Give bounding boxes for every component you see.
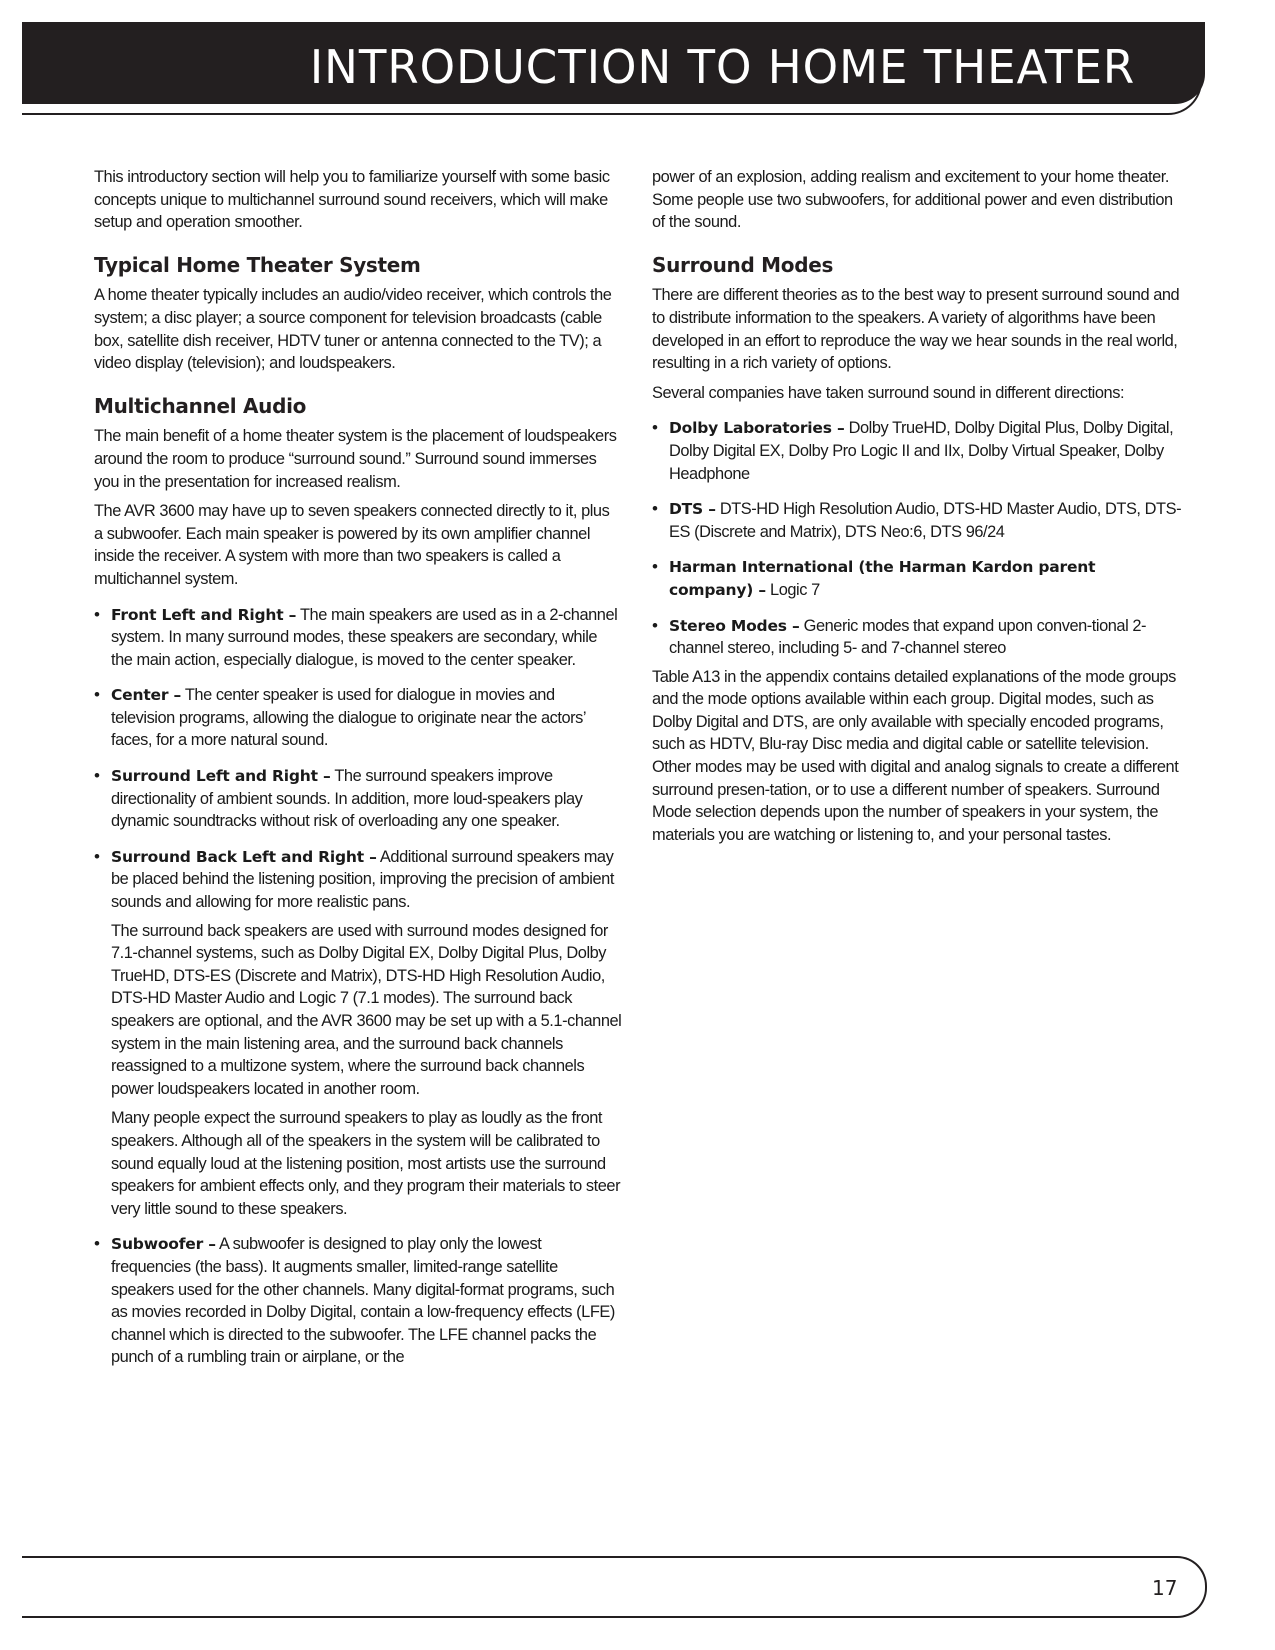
bullet-text: Dolby TrueHD, Dolby Digital Plus, Dolby Digital, Dolby Digital EX, Dolby Pro Logic II and IIx, Dolby Virtual Speaker, Dolby Headphone	[669, 419, 1174, 483]
bullet-text: The surround speakers improve directionality of ambient sounds. In addition, more loud-speakers play dynamic soundtracks without risk of overloading any one speaker.	[111, 767, 583, 831]
footer-outline	[22, 1556, 1207, 1618]
surround-back-paragraph-2: Many people expect the surround speakers to play as loudly as the front speakers. Although all of the speakers in the system will be calibrated to sound equally loud at the listening position, most artists use the surround speakers for ambient effects only, and they program their materials to steer very little sound to these speakers.	[111, 1109, 621, 1218]
list-item	[94, 765, 622, 833]
section-heading-surround-modes: Surround Modes	[652, 252, 834, 277]
list-item	[94, 846, 622, 914]
bullet-term: Surround Back Left and Right –	[111, 847, 377, 866]
list-item	[652, 615, 1182, 660]
bullet-text: DTS-HD High Resolution Audio, DTS-HD Master Audio, DTS, DTS-ES (Discrete and Matrix), DTS Neo:6, DTS 96/24	[669, 500, 1182, 541]
page-title: INTRODUCTION TO HOME THEATER	[309, 40, 1135, 94]
list-item	[94, 1233, 622, 1369]
bullet-text: The main speakers are used as in a 2-channel system. In many surround modes, these speakers are secondary, while the main action, especially dialogue, is moved to the center speaker.	[111, 605, 618, 669]
list-item	[94, 684, 622, 752]
bullet-text: A subwoofer is designed to play only the lowest frequencies (the bass). It augments smaller, limited-range satellite speakers used for the other channels. Many digital-format programs, such as movies recorded in Dolby Digital, contain a low-frequency effects (LFE) channel which is directed to the subwoofer. The LFE channel packs the punch of a rumbling train or airplane, or the	[111, 1235, 615, 1367]
bullet-term: Subwoofer –	[111, 1235, 216, 1254]
bullet-text: Generic modes that expand upon conven-tional 2-channel stereo, including 5- and 7-channel stereo	[669, 616, 1147, 658]
multichannel-paragraph-2: The AVR 3600 may have up to seven speakers connected directly to it, plus a subwoofer. Each main speaker is powered by its own amplifier channel inside the receiver. A system with more than two speakers is called a multichannel system.	[94, 502, 610, 588]
bullet-term: DTS –	[669, 500, 716, 519]
multichannel-paragraph-1: The main benefit of a home theater system is the placement of loudspeakers around the room to produce “surround sound.” Surround sound immerses you in the presentation for increased realism.	[94, 427, 617, 491]
left-column	[94, 166, 622, 1382]
bullet-text: The center speaker is used for dialogue in movies and television programs, allowing the dialogue to originate near the actors’ faces, for a more natural sound.	[111, 686, 586, 750]
bullet-term: Surround Left and Right –	[111, 767, 331, 786]
table-paragraph: Table A13 in the appendix contains detailed explanations of the mode groups and the mode options available within each group. Digital modes, such as Dolby Digital and DTS, are only available with specially encoded programs, such as HDTV, Blu-ray Disc media and digital cable or satellite television. Other modes may be used with digital and analog signals to create a different surround presen-tation, or to use a different number of speakers. Surround Mode selection depends upon the number of speakers in your system, the materials you are watching or listening to, and your personal tastes.	[652, 667, 1179, 844]
right-column	[652, 166, 1182, 853]
list-item	[652, 498, 1182, 543]
bullet-term: Front Left and Right –	[111, 605, 297, 624]
bullet-term: Harman International (the Harman Kardon parent company) –	[669, 558, 1096, 599]
surround-back-paragraph-1: The surround back speakers are used with surround modes designed for 7.1-channel systems, such as Dolby Digital EX, Dolby Digital Plus, Dolby TrueHD, DTS-ES (Discrete and Matrix), DTS-HD High Resolution Audio, DTS-HD Master Audio and Logic 7 (7.1 modes). The surround back speakers are optional, and the AVR 3600 may be set up with a 5.1-channel system in the main listening area, and the surround back channels reassigned to a multizone system, where the surround back channels power loudspeakers located in another room.	[111, 921, 622, 1098]
bullet-text: Logic 7	[765, 580, 820, 599]
section-heading-typical: Typical Home Theater System	[94, 252, 421, 277]
surround-paragraph-2: Several companies have taken surround sound in different directions:	[652, 383, 1125, 402]
typical-paragraph: A home theater typically includes an audio/video receiver, which controls the system; a disc player; a source component for television broadcasts (cable box, satellite dish receiver, HDTV tuner or antenna connected to the TV); a video display (television); and loudspeakers.	[94, 286, 612, 373]
bullet-term: Stereo Modes –	[669, 616, 800, 635]
intro-paragraph: This introductory section will help you to familiarize yourself with some basic concepts unique to multichannel surround sound receivers, which will make setup and operation smoother.	[94, 168, 610, 232]
list-item	[94, 604, 622, 672]
page-number: 17	[1152, 1576, 1178, 1600]
list-item	[652, 556, 1182, 601]
bullet-term: Dolby Laboratories –	[669, 419, 845, 438]
continuation-paragraph: power of an explosion, adding realism and excitement to your home theater. Some people use two subwoofers, for additional power and even distribution of the sound.	[652, 168, 1173, 232]
list-item	[652, 417, 1182, 485]
section-heading-multichannel: Multichannel Audio	[94, 393, 307, 418]
bullet-text: Additional surround speakers may be placed behind the listening position, improving the precision of ambient sounds and allowing for more realistic pans.	[111, 847, 614, 912]
surround-paragraph-1: There are different theories as to the best way to present surround sound and to distribute information to the speakers. A variety of algorithms have been developed in an effort to reproduce the way we hear sounds in the real world, resulting in a rich variety of options.	[652, 286, 1180, 373]
bullet-term: Center –	[111, 686, 182, 705]
